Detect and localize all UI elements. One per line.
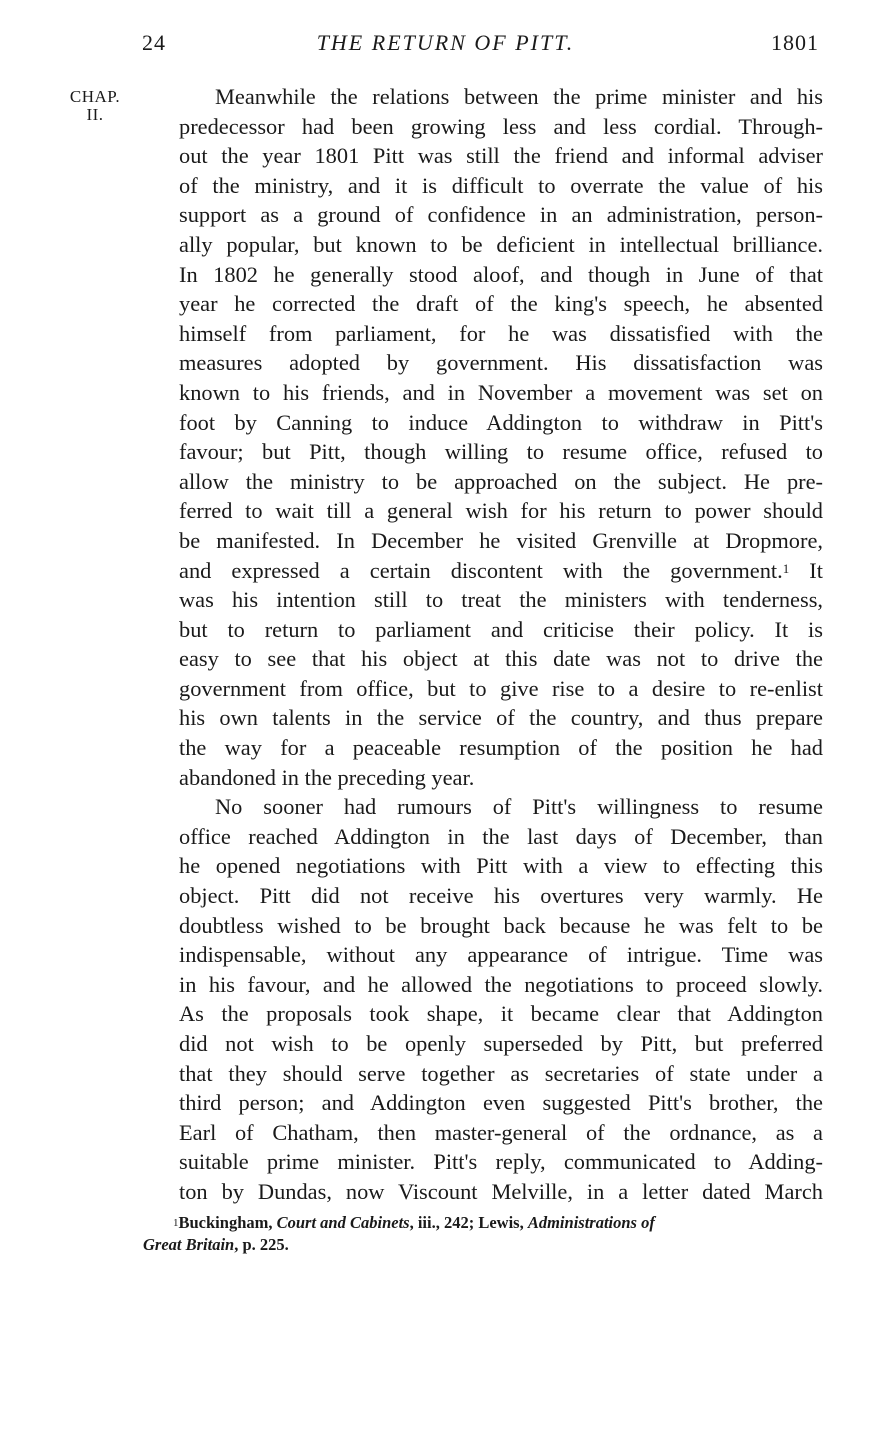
text-line: was his intention still to treat the ministers with tenderness, [179, 587, 823, 613]
text-line: ally popular, but known to be deficient in intellectual brilliance. [179, 231, 823, 257]
text-line: that they should serve together as secretaries of state under a [179, 1060, 823, 1086]
text-line: his own talents in the service of the country, and thus prepare [179, 705, 823, 731]
footnote-text: , p. 225. [234, 1235, 289, 1254]
text-line: the way for a peaceable resumption of the position he had [179, 735, 823, 761]
text-line: out the year 1801 Pitt was still the friend and informal adviser [179, 143, 823, 169]
running-title: THE RETURN OF PITT. [316, 30, 575, 55]
header-year: 1801 [771, 30, 819, 55]
footnote-line [143, 1234, 823, 1256]
text-line: foot by Canning to induce Addington to withdraw in Pitt's [179, 409, 823, 435]
body-text [143, 82, 823, 1207]
text-line: of the ministry, and it is difficult to overrate the value of his [179, 172, 823, 198]
text-fragment: It [789, 557, 823, 583]
text-line: government from office, but to give rise to a desire to re-enlist [179, 675, 823, 701]
text-line: Meanwhile the relations between the prime minister and his [215, 84, 823, 109]
footnote-text: , iii., 242; Lewis, [409, 1213, 528, 1232]
text-line: indispensable, without any appearance of intrigue. Time was [179, 942, 823, 968]
running-header [0, 30, 891, 62]
text-line: in his favour, and he allowed the negotiations to proceed slowly. [179, 971, 823, 997]
text-fragment: and expressed a certain discontent with the government. [179, 557, 783, 583]
footnote-text: Buckingham, [178, 1213, 277, 1232]
footnote-title: Administrations of [527, 1213, 655, 1232]
text-line: No sooner had rumours of Pitt's willingness to resume [215, 794, 823, 820]
footnote-mark: 1 [173, 1217, 179, 1229]
text-line: Earl of Chatham, then master-general of the ordnance, as a [179, 1119, 823, 1145]
text-line: he opened negotiations with Pitt with a view to effecting this [179, 853, 823, 879]
text-line: suitable prime minister. Pitt's reply, communicated to Adding- [179, 1149, 823, 1175]
paragraph-2 [143, 792, 823, 1206]
text-line: As the proposals took shape, it became clear that Addington [179, 1001, 823, 1027]
text-line-with-footnote-ref [143, 556, 823, 586]
text-line: predecessor had been growing less and less cordial. Through- [179, 113, 823, 139]
text-line: year he corrected the draft of the king's speech, he absented [179, 291, 823, 317]
paragraph-1 [143, 82, 823, 792]
text-line: doubtless wished to be brought back because he was felt to be [179, 912, 823, 938]
footnote-title: Court and Cabinets [276, 1213, 410, 1232]
footnote [143, 1212, 823, 1256]
text-line: allow the ministry to be approached on the subject. He pre- [179, 468, 823, 494]
text-line: object. Pitt did not receive his overtures very warmly. He [179, 883, 823, 909]
text-line: easy to see that his object at this date was not to drive the [179, 646, 823, 672]
text-line: measures adopted by government. His dissatisfaction was [179, 350, 823, 376]
chapter-margin-label [60, 88, 130, 124]
text-line: but to return to parliament and criticise their policy. It is [179, 616, 823, 642]
text-line: office reached Addington in the last days of December, than [179, 823, 823, 849]
chapter-number: II. [86, 105, 104, 124]
text-line: third person; and Addington even suggested Pitt's brother, the [179, 1090, 823, 1116]
footnote-reference[interactable]: 1 [782, 560, 790, 576]
text-line: In 1802 he generally stood aloof, and though in June of that [179, 261, 823, 287]
text-line: ton by Dundas, now Viscount Melville, in a letter dated March [179, 1178, 823, 1204]
page-number: 24 [142, 30, 166, 55]
text-line: himself from parliament, for he was dissatisfied with the [179, 320, 823, 346]
text-line: known to his friends, and in November a movement was set on [179, 379, 823, 405]
chapter-label: CHAP. [69, 87, 121, 106]
footnote-title: Great Britain [143, 1235, 235, 1254]
footnote-line [143, 1212, 823, 1234]
text-line: abandoned in the preceding year. [179, 764, 475, 790]
text-line: did not wish to be openly superseded by Pitt, but preferred [179, 1031, 823, 1056]
text-line: support as a ground of confidence in an administration, person- [179, 202, 823, 228]
text-line: ferred to wait till a general wish for his return to power should [179, 498, 823, 524]
text-line: be manifested. In December he visited Grenville at Dropmore, [179, 527, 823, 553]
text-line: favour; but Pitt, though willing to resume office, refused to [179, 439, 823, 465]
